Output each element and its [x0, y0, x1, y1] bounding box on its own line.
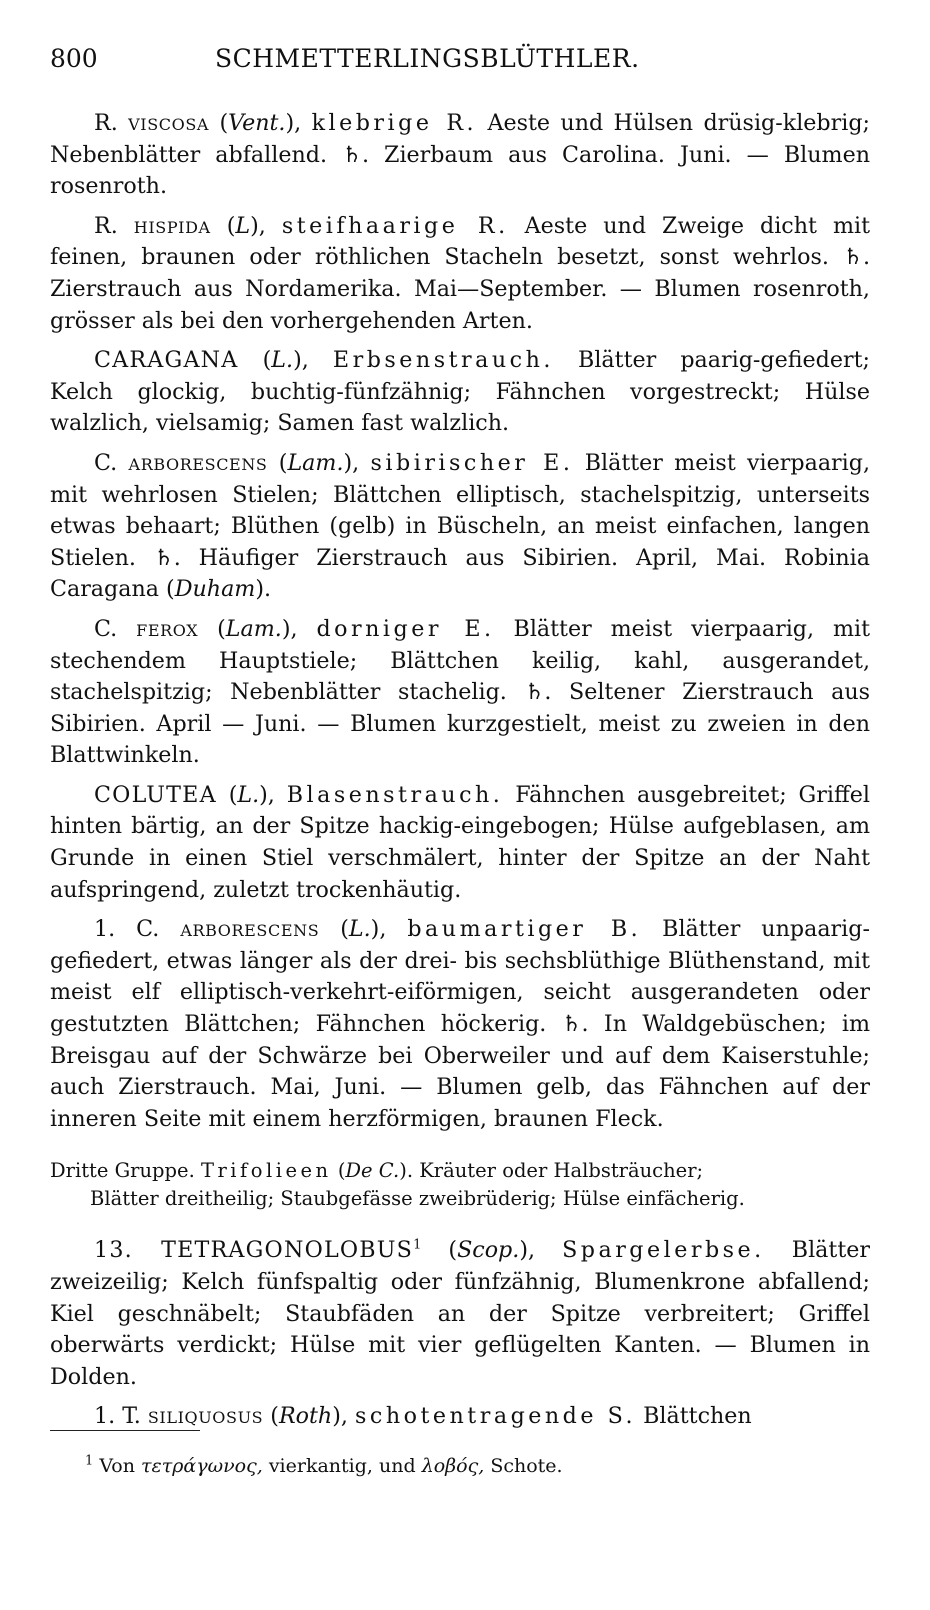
paren-open: ( — [340, 916, 349, 943]
author: Scop. — [457, 1237, 520, 1264]
footnote — [85, 1455, 563, 1477]
common-name: schotentragende S. — [355, 1403, 637, 1430]
paren-open: ( — [226, 212, 236, 239]
author: De C. — [345, 1159, 400, 1183]
entry-genus-colutea — [50, 780, 870, 906]
paren-close: ), — [259, 781, 275, 808]
description: Blätter zweizeilig; Kelch fünfspaltig oder fünfzähnig, Blumenkrone abfallend; Kiel geschnäbelt; Staubfäden an der Spitze verbreitert; Griffel oberwärts verdickt; Hülse mit vier geflügelten Kanten. — Blumen in Dolden. — [50, 1237, 870, 1390]
group-description-cont: Blätter dreitheilig; Staubgefässe zweibrüderig; Hülse einfächerig. — [90, 1187, 745, 1211]
paren-open: ( — [270, 1403, 279, 1430]
genus-abbrev: R. — [94, 110, 118, 136]
paren-open: ( — [217, 615, 226, 642]
footnote-text: Von — [99, 1455, 135, 1477]
author: L — [235, 212, 251, 239]
page-body — [50, 108, 870, 1441]
author: Vent. — [228, 110, 286, 136]
description: Fähnchen ausgebreitet; Griffel hinten bärtig, an der Spitze hackig-eingebogen; Hülse aufgeblasen, am Grunde in einen Stiel verschmälert, hinter der Spitze an der Naht aufspringend, zuletzt trockenhäutig. — [50, 781, 870, 903]
paren-open: ( — [448, 1237, 458, 1264]
author: Lam. — [225, 615, 282, 642]
footnote-number: 1 — [85, 1453, 94, 1469]
common-name: Spargelerbse. — [562, 1237, 765, 1264]
genus-abbrev: C. — [94, 449, 118, 476]
entry-robinia-viscosa — [50, 108, 870, 203]
paren-close: ), — [293, 347, 309, 374]
footnote-marker: 1 — [413, 1238, 422, 1254]
species-name: ferox — [136, 615, 199, 642]
page-header — [50, 44, 870, 84]
description: Blätter paarig-gefiedert; Kelch glockig, buchtig-fünfzähnig; Fähnchen vorgestreckt; Hülse walzlich, vielsamig; Samen fast walzlich. — [50, 347, 870, 437]
group-name: Trifolieen — [200, 1159, 332, 1183]
greek-word: λοβός, — [421, 1455, 485, 1477]
genus-abbrev: C. — [94, 615, 118, 642]
description: Blätter unpaarig-gefiedert, etwas länger als der drei- bis sechsblüthige Blüthenstand, mit meist elf elliptisch-verkehrt-eiförmigen, seicht ausgerandeten oder gestutzten Blättchen; Fähnchen höckerig. ♄. In Waldgebüschen; im Breisgau auf der Schwärze bei Oberweiler und auf dem Kaiserstuhle; auch Zierstrauch. Mai, Juni. — Blumen gelb, das Fähnchen auf der inneren Seite mit einem herzförmigen, braunen Fleck. — [50, 916, 870, 1132]
common-name: baumartiger B. — [407, 916, 642, 943]
entry-robinia-hispida — [50, 211, 870, 337]
group-description: Kräuter oder Halbsträucher; — [419, 1159, 704, 1183]
description: Aeste und Hülsen drüsig-klebrig; Nebenblätter abfallend. ♄. Zierbaum aus Carolina. Juni. — Blumen rosenroth. — [50, 110, 870, 200]
entry-caragana-ferox — [50, 614, 870, 772]
entry-tetragonolobus-siliquosus — [50, 1401, 870, 1433]
paren-open: ( — [228, 781, 238, 808]
paren-close: ). — [255, 576, 272, 603]
genus-name: 13. TETRAGONOLOBUS — [94, 1237, 414, 1264]
paren-close: ), — [285, 110, 302, 136]
paren-close: ), — [332, 1403, 348, 1430]
common-name: dorniger E. — [316, 615, 495, 642]
synonym-author: Duham — [174, 576, 256, 603]
paren-close: ), — [281, 615, 298, 642]
author: L. — [237, 781, 260, 808]
species-name: hispida — [133, 212, 211, 239]
entry-colutea-arborescens — [50, 914, 870, 1135]
entry-caragana-arborescens — [50, 448, 870, 606]
paren-open: ( — [262, 347, 272, 374]
species-number: 1. C. — [94, 916, 160, 943]
group-note-trifolieen — [50, 1157, 870, 1213]
paren-open: ( — [278, 449, 288, 476]
paren-close: ), — [370, 916, 387, 943]
paren-close: ), — [343, 449, 360, 476]
common-name: Blasenstrauch. — [286, 781, 504, 808]
author: L. — [271, 347, 294, 374]
species-name: viscosa — [128, 110, 210, 136]
author: L. — [348, 916, 371, 943]
paren-close: ), — [519, 1237, 536, 1264]
footnote-text: vierkantig, und — [268, 1455, 416, 1477]
description: Aeste und Zweige dicht mit feinen, braunen oder röthlichen Stacheln besetzt, sonst wehrlos. ♄. Zierstrauch aus Nordamerika. Mai—September. — Blumen rosenroth, grösser als bei den vorhergehenden Arten. — [50, 212, 870, 334]
entry-genus-caragana — [50, 345, 870, 440]
species-name: arborescens — [180, 916, 320, 943]
greek-word: τετράγωνος, — [141, 1455, 263, 1477]
entry-genus-tetragonolobus — [50, 1235, 870, 1393]
author: Roth — [278, 1403, 333, 1430]
common-name: klebrige R. — [311, 110, 478, 136]
author: Lam. — [287, 449, 344, 476]
species-name: arborescens — [128, 449, 268, 476]
common-name: sibirischer E. — [370, 449, 574, 476]
paren-open: ( — [337, 1159, 346, 1183]
page-number: 800 — [50, 44, 98, 73]
genus-name: CARAGANA — [94, 347, 239, 374]
genus-name: COLUTEA — [94, 781, 217, 808]
footnote-rule — [50, 1430, 200, 1431]
paren-close: ). — [399, 1159, 414, 1183]
species-number: 1. T. — [94, 1403, 141, 1430]
common-name: steifhaarige R. — [281, 212, 509, 239]
genus-abbrev: R. — [94, 212, 118, 239]
species-name: siliquosus — [147, 1403, 264, 1430]
description: Blätter meist vierpaarig, mit stechendem Hauptstiele; Blättchen keilig, kahl, ausgerandet, stachelspitzig; Nebenblätter stachelig. ♄. Seltener Zierstrauch aus Sibirien. April — Juni. — Blumen kurzgestielt, meist zu zweien in den Blattwinkeln. — [50, 615, 871, 769]
common-name: Erbsenstrauch. — [332, 347, 554, 374]
footnote-text: Schote. — [490, 1455, 563, 1477]
description: Blättchen — [643, 1403, 752, 1430]
running-title: SCHMETTERLINGSBLÜTHLER. — [215, 44, 640, 73]
description: Blätter meist vierpaarig, mit wehrlosen Stielen; Blättchen elliptisch, stachelspitzig, unterseits etwas behaart; Blüthen (gelb) in Büscheln, an meist einfachen, langen Stielen. ♄. Häufiger Zierstrauch aus Sibirien. April, Mai. Robinia Caragana ( — [50, 449, 871, 603]
paren-open: ( — [219, 110, 229, 136]
group-label: Dritte Gruppe. — [50, 1159, 195, 1183]
paren-close: ), — [250, 212, 266, 239]
